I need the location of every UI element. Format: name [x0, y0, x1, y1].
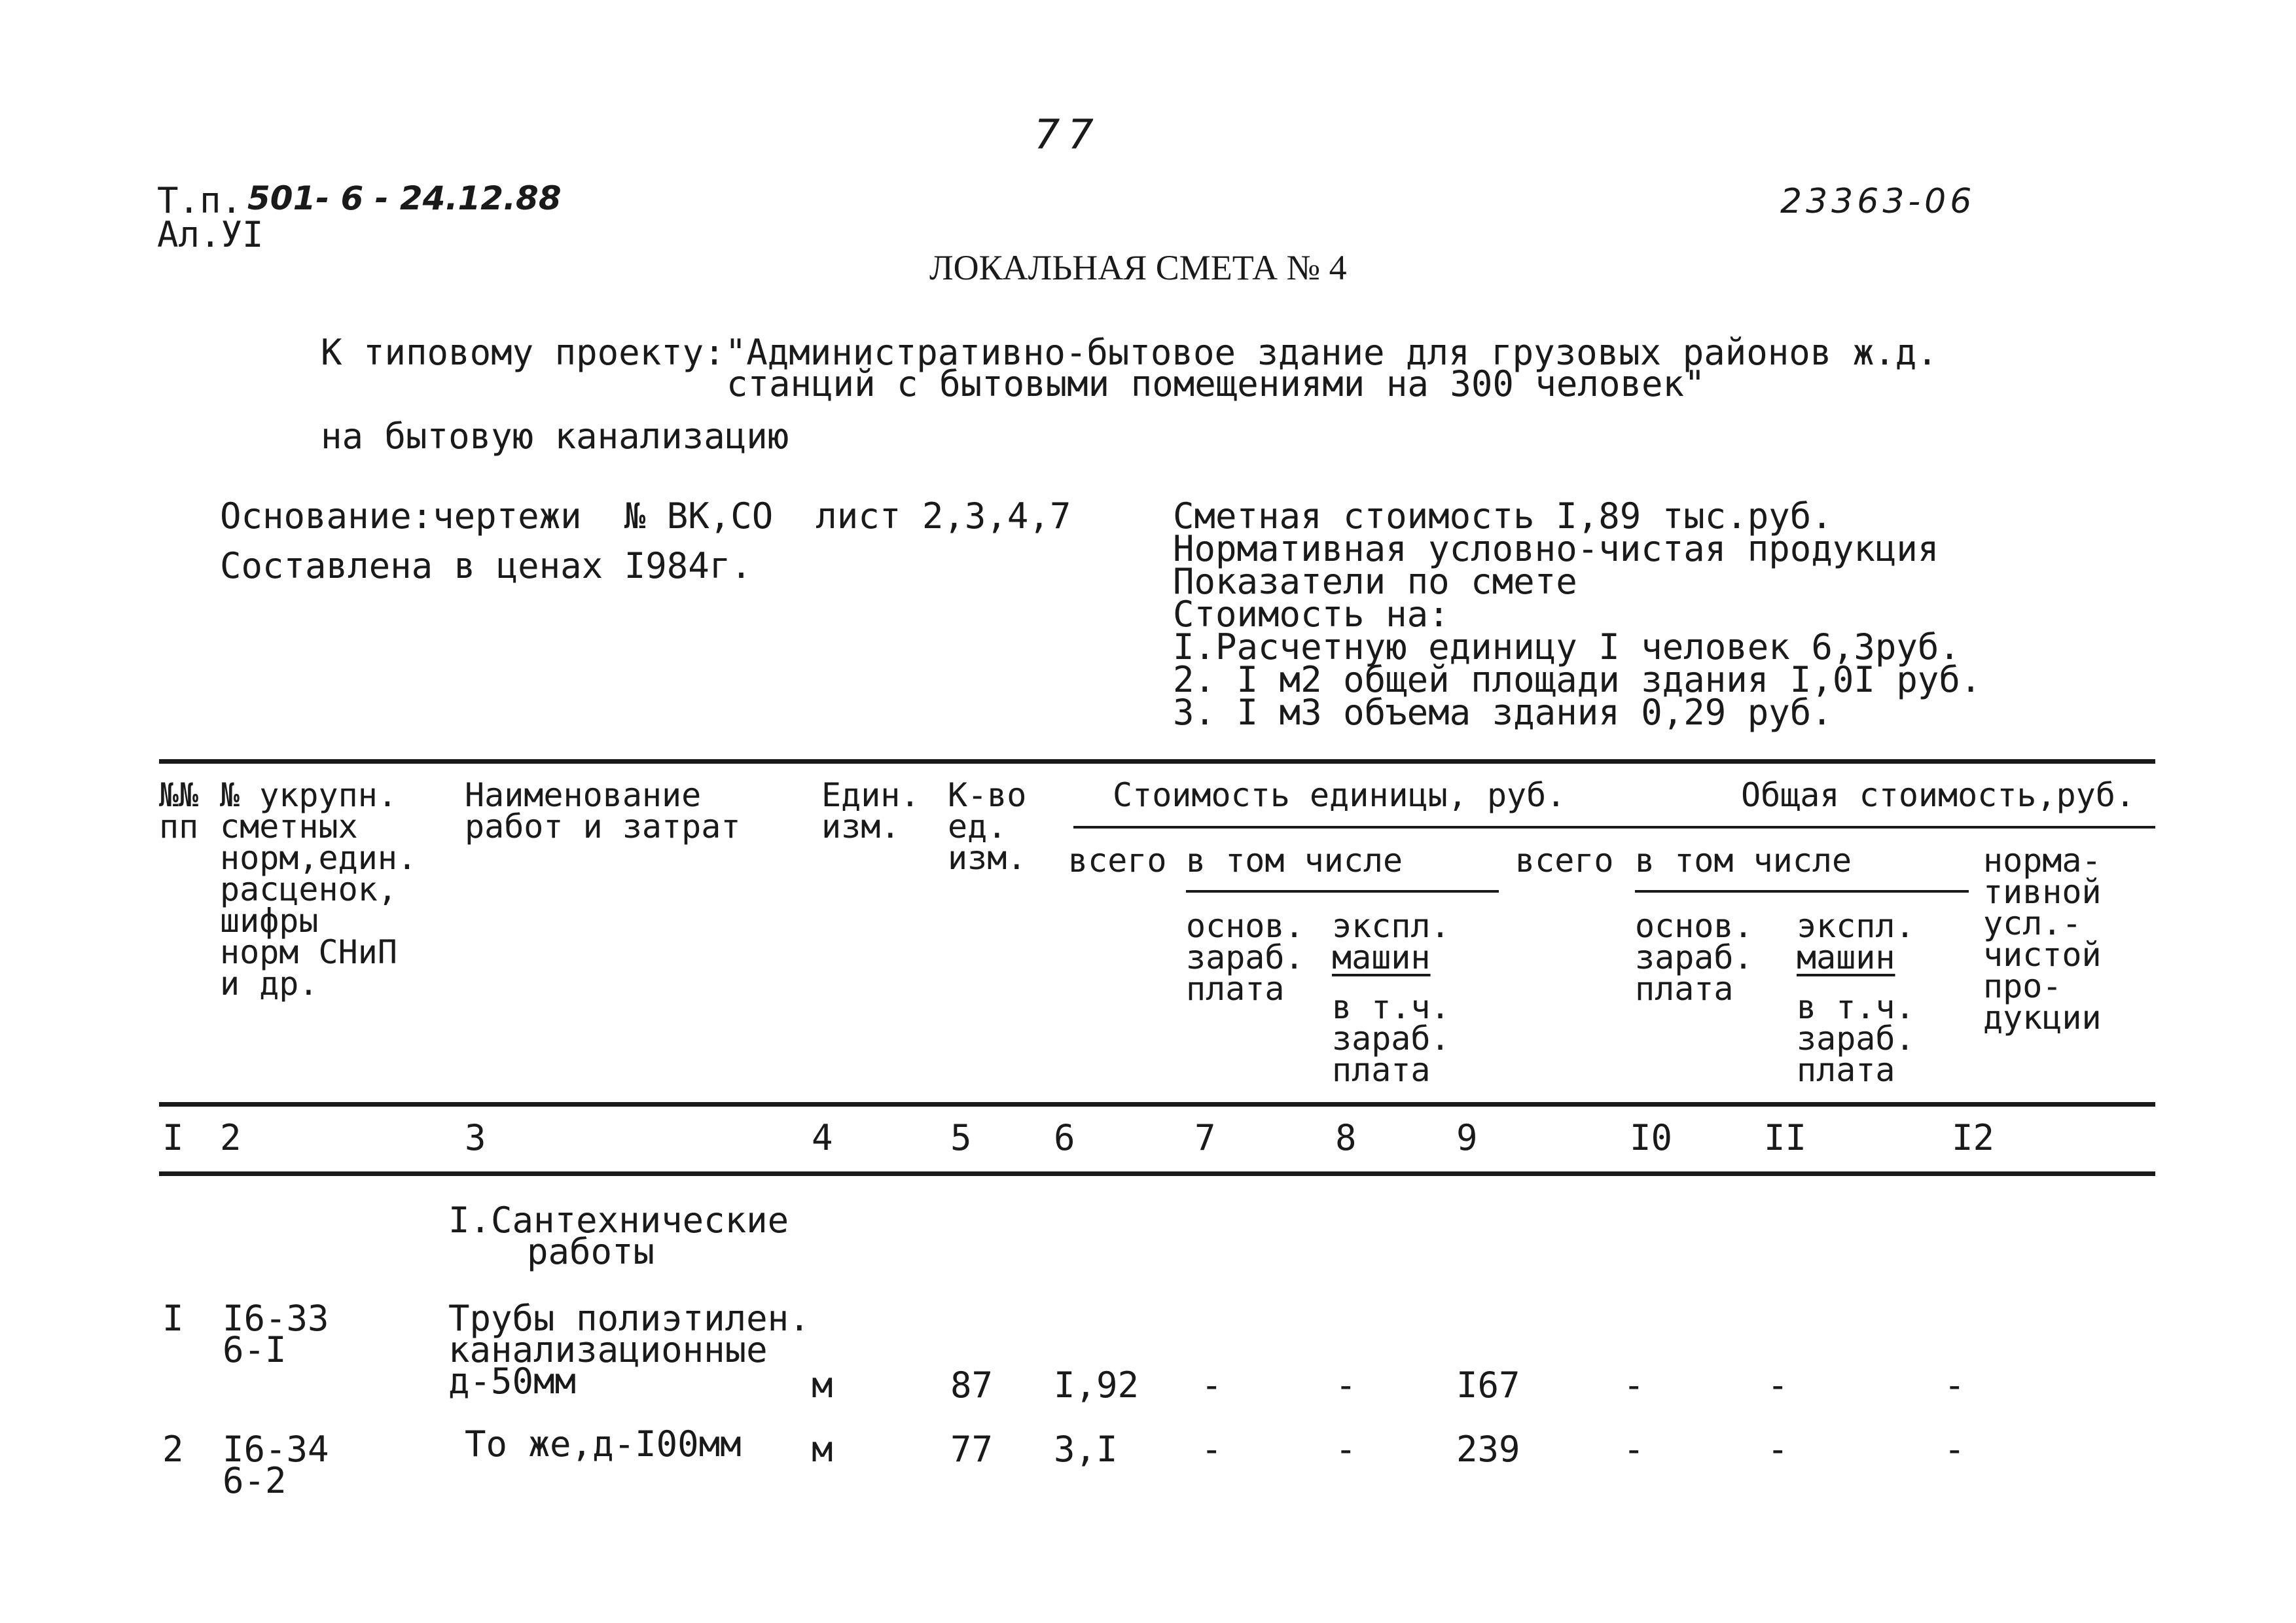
- indicator-line-4: Стоимость на:: [1173, 594, 1450, 635]
- header-unit-vtch-line-1: в т.ч.: [1332, 988, 1450, 1026]
- header-unit-v-tom-chisle: в том числе: [1186, 842, 1403, 880]
- row-name-line-3: д-50мм: [448, 1361, 577, 1402]
- header-c2-line-7: и др.: [220, 965, 319, 1003]
- column-number: I0: [1630, 1117, 1673, 1158]
- row-number: I: [162, 1298, 184, 1339]
- header-bottom-rule: [159, 1102, 2155, 1107]
- header-norm-line-1: норма-: [1983, 842, 2102, 880]
- row-code-line-2: 6-I: [223, 1329, 287, 1370]
- row-total-machines: -: [1767, 1429, 1789, 1470]
- header-c1-line-1: №№: [159, 776, 199, 814]
- header-unit-vtch-line-2: зараб.: [1332, 1020, 1450, 1058]
- header-c2-line-6: норм СНиП: [220, 933, 397, 971]
- column-number: 8: [1335, 1117, 1357, 1158]
- row-code-line-2: 6-2: [223, 1460, 287, 1501]
- page-title: ЛОКАЛЬНАЯ СМЕТА № 4: [929, 248, 1347, 287]
- row-unit-machines: -: [1335, 1364, 1357, 1406]
- header-c5-line-2: ед.: [948, 808, 1007, 846]
- column-number: I: [162, 1117, 184, 1158]
- project-line-1: К типовому проекту:"Административно-бытовое здание для грузовых районов ж.д.: [321, 332, 1938, 373]
- column-number: 2: [220, 1117, 242, 1158]
- header-c4-line-2: изм.: [821, 808, 901, 846]
- header-norm-line-6: дукции: [1983, 999, 2102, 1037]
- header-total-vtch-line-2: зараб.: [1797, 1020, 1915, 1058]
- row-unit: м: [812, 1429, 833, 1470]
- project-ref-prefix: Т.п.: [157, 180, 243, 221]
- column-numbers-bottom-rule: [159, 1171, 2155, 1176]
- document-number: 23363-06: [1780, 182, 1976, 221]
- column-number: 6: [1054, 1117, 1075, 1158]
- header-norm-line-2: тивной: [1983, 873, 2102, 911]
- basis-line-1: Основание:чертежи № ВК,СО лист 2,3,4,7: [220, 495, 1071, 537]
- row-quantity: 87: [950, 1364, 994, 1406]
- project-line-2: станций с бытовыми помещениями на 300 человек": [726, 363, 1706, 404]
- header-unit-osnov-line-1: основ.: [1186, 907, 1304, 945]
- row-code-line-1: I6-34: [223, 1429, 329, 1470]
- header-total-v-tom-chisle: в том числе: [1635, 842, 1852, 880]
- indicator-line-6: 2. I м2 общей площади здания I,0I руб.: [1173, 659, 1982, 700]
- indicator-line-1: Сметная стоимость I,89 тыс.руб.: [1173, 495, 1833, 537]
- header-c2-line-4: расценок,: [220, 870, 397, 908]
- row-unit-wage: -: [1201, 1364, 1223, 1406]
- page-number: 77: [1034, 111, 1102, 158]
- row-unit: м: [812, 1364, 833, 1406]
- header-norm-line-3: усл.-: [1983, 904, 2082, 942]
- column-number: I2: [1952, 1117, 1995, 1158]
- row-quantity: 77: [950, 1429, 994, 1470]
- header-total-mashin: машин: [1797, 938, 1895, 976]
- row-unit-wage: -: [1201, 1429, 1223, 1470]
- header-c2-line-3: норм,един.: [220, 839, 418, 877]
- header-unit-cost: Стоимость единицы, руб.: [1113, 776, 1566, 814]
- header-total-osnov-line-1: основ.: [1635, 907, 1753, 945]
- row-unit-machines: -: [1335, 1429, 1357, 1470]
- indicator-line-2: Нормативная условно-чистая продукция: [1173, 528, 1939, 569]
- column-number: 9: [1456, 1117, 1478, 1158]
- header-c5-line-1: К-во: [948, 776, 1027, 814]
- header-total-vtch-line-3: плата: [1797, 1051, 1895, 1089]
- column-number: 4: [812, 1117, 833, 1158]
- row-code-line-1: I6-33: [223, 1298, 329, 1339]
- row-unit-total: 3,I: [1054, 1429, 1118, 1470]
- header-total-osnov-line-2: зараб.: [1635, 938, 1753, 976]
- project-line-3: на бытовую канализацию: [321, 416, 789, 457]
- indicator-line-3: Показатели по смете: [1173, 561, 1577, 602]
- indicator-line-7: 3. I м3 объема здания 0,29 руб.: [1173, 692, 1833, 733]
- header-c1-line-2: пп: [159, 808, 199, 846]
- header-unit-ekspl: экспл.: [1332, 907, 1450, 945]
- header-total-cost: Общая стоимость,руб.: [1741, 776, 2136, 814]
- header-c2-line-1: № укрупн.: [220, 776, 397, 814]
- header-c2-line-2: сметных: [220, 808, 358, 846]
- total-cost-subrule: [1635, 890, 1969, 893]
- header-divider-rule: [1073, 826, 2155, 829]
- header-c3-line-1: Наименование: [465, 776, 702, 814]
- row-total: 239: [1456, 1429, 1520, 1470]
- row-name-line-1: Трубы полиэтилен.: [448, 1298, 810, 1339]
- row-total-machines: -: [1767, 1364, 1789, 1406]
- indicator-line-5: I.Расчетную единицу I человек 6,3руб.: [1173, 626, 1960, 668]
- column-number: 3: [465, 1117, 486, 1158]
- header-c5-line-3: изм.: [948, 839, 1027, 877]
- row-total-wage: -: [1623, 1429, 1645, 1470]
- project-code-handwritten: 501- 6 - 24.12.88: [247, 179, 562, 217]
- header-unit-vsego: всего: [1068, 842, 1167, 880]
- header-c4-line-1: Един.: [821, 776, 920, 814]
- row-total-normative: -: [1944, 1429, 1965, 1470]
- row-name-line-1: То же,д-I00мм: [465, 1423, 742, 1465]
- header-total-osnov-line-3: плата: [1635, 970, 1734, 1008]
- column-number: II: [1764, 1117, 1807, 1158]
- unit-cost-subrule: [1186, 890, 1499, 893]
- table-top-rule: [159, 759, 2155, 764]
- header-c2-line-5: шифры: [220, 902, 319, 940]
- header-c3-line-2: работ и затрат: [465, 808, 741, 846]
- row-total-normative: -: [1944, 1364, 1965, 1406]
- row-name-line-2: канализационные: [448, 1329, 768, 1370]
- row-number: 2: [162, 1429, 184, 1470]
- header-unit-vtch-line-3: плата: [1332, 1051, 1431, 1089]
- row-total-wage: -: [1623, 1364, 1645, 1406]
- header-total-vsego: всего: [1515, 842, 1614, 880]
- header-total-ekspl: экспл.: [1797, 907, 1915, 945]
- basis-line-2: Составлена в ценах I984г.: [220, 545, 752, 586]
- header-unit-mashin: машин: [1332, 938, 1431, 976]
- album-label: Ал.УI: [157, 214, 264, 255]
- row-unit-total: I,92: [1054, 1364, 1139, 1406]
- header-unit-osnov-line-3: плата: [1186, 970, 1285, 1008]
- column-number: 5: [950, 1117, 972, 1158]
- section-title-line-1: I.Сантехнические: [448, 1200, 789, 1241]
- header-norm-line-4: чистой: [1983, 936, 2102, 974]
- header-norm-line-5: про-: [1983, 967, 2062, 1005]
- row-total: I67: [1456, 1364, 1520, 1406]
- header-total-vtch-line-1: в т.ч.: [1797, 988, 1915, 1026]
- section-title-line-2: работы: [527, 1231, 655, 1272]
- column-number: 7: [1194, 1117, 1216, 1158]
- header-unit-osnov-line-2: зараб.: [1186, 938, 1304, 976]
